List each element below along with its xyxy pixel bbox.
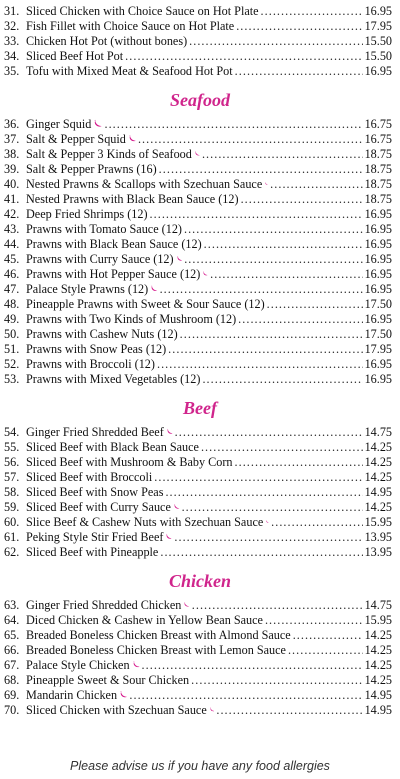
item-name: Nested Prawns with Black Bean Sauce (12)	[26, 192, 239, 206]
item-price: 16.95	[364, 222, 392, 236]
item-number: 41.	[4, 192, 20, 206]
item-name: Diced Chicken & Cashew in Yellow Bean Sauce	[26, 613, 263, 627]
item-name: Salt & Pepper Prawns (16)	[26, 162, 157, 176]
item-price: 16.95	[364, 4, 392, 18]
item-price: 18.75	[364, 192, 392, 206]
menu-item	[0, 327, 400, 342]
item-name: Sliced Chicken with Choice Sauce on Hot Plate	[26, 4, 259, 18]
item-price: 14.95	[364, 688, 392, 702]
item-price: 15.95	[364, 515, 392, 529]
item-price: 14.25	[364, 455, 392, 469]
section-title-beef: Beef	[183, 398, 217, 418]
section-title-seafood: Seafood	[170, 90, 230, 110]
item-price: 13.95	[364, 530, 392, 544]
item-name: Prawns with Broccoli (12)	[26, 357, 155, 371]
menu-item	[0, 598, 400, 613]
item-number: 58.	[4, 485, 20, 499]
menu-item	[0, 117, 400, 132]
item-name: Prawns with Mixed Vegetables (12)	[26, 372, 201, 386]
item-price: 14.25	[364, 470, 392, 484]
item-name: Prawns with Cashew Nuts (12)	[26, 327, 178, 341]
item-name: Slice Beef & Cashew Nuts with Szechuan Sauce	[26, 515, 264, 529]
item-name: Mandarin Chicken	[26, 688, 118, 702]
dot-leader	[270, 177, 362, 192]
item-number: 45.	[4, 252, 20, 266]
item-name: Chicken Hot Pot (without bones)	[26, 34, 188, 48]
item-number: 36.	[4, 117, 20, 131]
menu-item	[0, 34, 400, 49]
item-number: 46.	[4, 267, 20, 281]
item-number: 59.	[4, 500, 20, 514]
item-number: 63.	[4, 598, 20, 612]
item-name: Fish Fillet with Choice Sauce on Hot Plate	[26, 19, 235, 33]
dot-leader	[150, 207, 363, 222]
item-price: 15.50	[364, 34, 392, 48]
menu-item	[0, 162, 400, 177]
item-number: 62.	[4, 545, 20, 559]
chili-pepper-icon	[195, 149, 200, 158]
menu-item	[0, 342, 400, 357]
item-name: Palace Style Prawns (12)	[26, 282, 149, 296]
item-name: Tofu with Mixed Meat & Seafood Hot Pot	[26, 64, 233, 78]
menu-item	[0, 207, 400, 222]
section-spacer	[0, 560, 400, 568]
dot-leader	[201, 440, 363, 455]
dot-leader	[191, 673, 362, 688]
dot-leader	[238, 312, 362, 327]
menu-item	[0, 192, 400, 207]
item-name: Salt & Pepper Squid	[26, 132, 126, 146]
menu-item	[0, 425, 400, 440]
item-number: 33.	[4, 34, 20, 48]
item-price: 16.95	[364, 237, 392, 251]
item-number: 67.	[4, 658, 20, 672]
item-name: Ginger Fried Shredded Beef	[26, 425, 164, 439]
item-price: 14.25	[364, 658, 392, 672]
item-number: 50.	[4, 327, 20, 341]
item-number: 43.	[4, 222, 20, 236]
chili-pepper-icon	[265, 179, 268, 188]
item-name: Sliced Beef with Snow Peas	[26, 485, 164, 499]
item-name: Breaded Boneless Chicken Breast with Lemon Sauce	[26, 643, 286, 657]
item-price: 15.95	[364, 613, 392, 627]
item-price: 16.95	[364, 357, 392, 371]
menu-item	[0, 312, 400, 327]
menu-item	[0, 297, 400, 312]
menu-item	[0, 485, 400, 500]
item-name: Ginger Fried Shredded Chicken	[26, 598, 182, 612]
dot-leader	[235, 64, 363, 79]
item-name: Sliced Chicken with Szechuan Sauce	[26, 703, 207, 717]
menu-item	[0, 222, 400, 237]
menu-item	[0, 455, 400, 470]
chili-pepper-icon	[184, 600, 189, 609]
item-name: Prawns with Snow Peas (12)	[26, 342, 167, 356]
item-name: Sliced Beef with Pineapple	[26, 545, 159, 559]
menu-item	[0, 658, 400, 673]
item-name: Deep Fried Shrimps (12)	[26, 207, 148, 221]
dot-leader	[184, 252, 362, 267]
item-price: 14.75	[364, 425, 392, 439]
chili-pepper-icon	[133, 660, 140, 669]
menu-item	[0, 372, 400, 387]
allergy-notice: Please advise us if you have any food allergies	[70, 759, 330, 773]
menu-item	[0, 237, 400, 252]
dot-leader	[288, 643, 363, 658]
item-number: 64.	[4, 613, 20, 627]
item-price: 16.75	[364, 132, 392, 146]
dot-leader	[160, 545, 362, 560]
menu-item	[0, 49, 400, 64]
item-price: 14.25	[364, 643, 392, 657]
dot-leader	[236, 19, 362, 34]
item-number: 35.	[4, 64, 20, 78]
menu-item	[0, 267, 400, 282]
menu-item	[0, 147, 400, 162]
item-number: 39.	[4, 162, 20, 176]
item-name: Sliced Beef with Curry Sauce	[26, 500, 171, 514]
item-number: 32.	[4, 19, 20, 33]
dot-leader	[182, 500, 363, 515]
dot-leader	[138, 132, 363, 147]
menu-item	[0, 673, 400, 688]
item-name: Prawns with Black Bean Sauce (12)	[26, 237, 202, 251]
item-number: 51.	[4, 342, 20, 356]
item-price: 16.95	[364, 282, 392, 296]
item-price: 17.95	[364, 19, 392, 33]
dot-leader	[168, 342, 362, 357]
item-number: 31.	[4, 4, 20, 18]
dot-leader	[160, 282, 363, 297]
chili-pepper-icon	[266, 517, 269, 526]
item-number: 68.	[4, 673, 20, 687]
dot-leader	[157, 357, 363, 372]
menu-item	[0, 177, 400, 192]
menu-item	[0, 703, 400, 718]
item-name: Sliced Beef Hot Pot	[26, 49, 124, 63]
dot-leader	[261, 4, 363, 19]
item-number: 54.	[4, 425, 20, 439]
dot-leader	[265, 613, 363, 628]
dot-leader	[142, 658, 363, 673]
item-number: 34.	[4, 49, 20, 63]
chili-pepper-icon	[166, 532, 172, 541]
item-price: 14.25	[364, 628, 392, 642]
menu-item	[0, 628, 400, 643]
dot-leader	[184, 222, 363, 237]
item-price: 14.25	[364, 500, 392, 514]
item-price: 16.95	[364, 372, 392, 386]
menu-item	[0, 545, 400, 560]
dot-leader	[189, 34, 362, 49]
menu-item	[0, 515, 400, 530]
dot-leader	[216, 703, 362, 718]
item-name: Sliced Beef with Black Bean Sauce	[26, 440, 199, 454]
item-number: 65.	[4, 628, 20, 642]
item-name: Sliced Beef with Broccoli	[26, 470, 153, 484]
item-price: 16.75	[364, 117, 392, 131]
chili-pepper-icon	[167, 427, 173, 436]
dot-leader	[175, 425, 363, 440]
item-number: 49.	[4, 312, 20, 326]
menu-item	[0, 530, 400, 545]
item-price: 17.50	[364, 327, 392, 341]
item-price: 18.75	[364, 162, 392, 176]
item-name: Breaded Boneless Chicken Breast with Almond Sauce	[26, 628, 291, 642]
item-price: 17.50	[364, 297, 392, 311]
section-spacer	[0, 79, 400, 87]
dot-leader	[180, 327, 363, 342]
menu-item	[0, 4, 400, 19]
menu-item	[0, 357, 400, 372]
menu-sections	[0, 4, 400, 718]
item-number: 38.	[4, 147, 20, 161]
dot-leader	[202, 372, 362, 387]
menu-item	[0, 643, 400, 658]
item-price: 16.95	[364, 252, 392, 266]
chili-pepper-icon	[151, 284, 157, 293]
dot-leader	[159, 162, 363, 177]
item-name: Nested Prawns & Scallops with Szechuan Sauce	[26, 177, 263, 191]
menu-item	[0, 470, 400, 485]
item-name: Prawns with Hot Pepper Sauce (12)	[26, 267, 201, 281]
item-number: 47.	[4, 282, 20, 296]
menu-item	[0, 688, 400, 703]
item-name: Prawns with Tomato Sauce (12)	[26, 222, 182, 236]
chili-pepper-icon	[210, 705, 215, 714]
item-number: 57.	[4, 470, 20, 484]
item-name: Ginger Squid	[26, 117, 92, 131]
menu-item	[0, 500, 400, 515]
dot-leader	[293, 628, 363, 643]
menu-item	[0, 282, 400, 297]
item-number: 52.	[4, 357, 20, 371]
item-price: 18.75	[364, 177, 392, 191]
dot-leader	[210, 267, 362, 282]
dot-leader	[104, 117, 362, 132]
item-price: 14.95	[364, 703, 392, 717]
item-number: 40.	[4, 177, 20, 191]
item-price: 14.25	[364, 440, 392, 454]
item-price: 16.95	[364, 267, 392, 281]
item-price: 14.25	[364, 673, 392, 687]
item-price: 16.95	[364, 207, 392, 221]
item-price: 15.50	[364, 49, 392, 63]
item-name: Pineapple Prawns with Sweet & Sour Sauce (12)	[26, 297, 265, 311]
item-number: 70.	[4, 703, 20, 717]
dot-leader	[204, 237, 363, 252]
item-name: Prawns with Curry Sauce (12)	[26, 252, 174, 266]
item-number: 55.	[4, 440, 20, 454]
dot-leader	[174, 530, 362, 545]
chili-pepper-icon	[203, 269, 208, 278]
dot-leader	[165, 485, 362, 500]
item-number: 66.	[4, 643, 20, 657]
dot-leader	[241, 192, 363, 207]
item-name: Sliced Beef with Mushroom & Baby Corn	[26, 455, 233, 469]
item-price: 14.75	[364, 598, 392, 612]
menu-item	[0, 64, 400, 79]
item-number: 69.	[4, 688, 20, 702]
item-number: 60.	[4, 515, 20, 529]
menu-item	[0, 440, 400, 455]
item-price: 18.75	[364, 147, 392, 161]
chili-pepper-icon	[120, 690, 127, 699]
item-number: 44.	[4, 237, 20, 251]
item-number: 42.	[4, 207, 20, 221]
item-number: 37.	[4, 132, 20, 146]
item-name: Pineapple Sweet & Sour Chicken	[26, 673, 190, 687]
section-title-chicken: Chicken	[168, 571, 231, 591]
item-number: 48.	[4, 297, 20, 311]
item-price: 13.95	[364, 545, 392, 559]
chili-pepper-icon	[94, 119, 102, 128]
chili-pepper-icon	[177, 254, 183, 263]
menu-item	[0, 132, 400, 147]
item-number: 56.	[4, 455, 20, 469]
dot-leader	[129, 688, 362, 703]
item-number: 61.	[4, 530, 20, 544]
item-price: 17.95	[364, 342, 392, 356]
chili-pepper-icon	[174, 502, 180, 511]
dot-leader	[192, 598, 363, 613]
dot-leader	[235, 455, 363, 470]
dot-leader	[125, 49, 362, 64]
chili-pepper-icon	[129, 134, 136, 143]
item-price: 16.95	[364, 64, 392, 78]
item-name: Peking Style Stir Fried Beef	[26, 530, 164, 544]
dot-leader	[267, 297, 363, 312]
item-number: 53.	[4, 372, 20, 386]
menu-item	[0, 613, 400, 628]
menu-item	[0, 19, 400, 34]
menu-item	[0, 252, 400, 267]
item-name: Salt & Pepper 3 Kinds of Seafood	[26, 147, 192, 161]
dot-leader	[202, 147, 363, 162]
section-spacer	[0, 387, 400, 395]
item-name: Prawns with Two Kinds of Mushroom (12)	[26, 312, 237, 326]
item-price: 16.95	[364, 312, 392, 326]
dot-leader	[271, 515, 362, 530]
item-price: 14.95	[364, 485, 392, 499]
dot-leader	[154, 470, 362, 485]
item-name: Palace Style Chicken	[26, 658, 130, 672]
